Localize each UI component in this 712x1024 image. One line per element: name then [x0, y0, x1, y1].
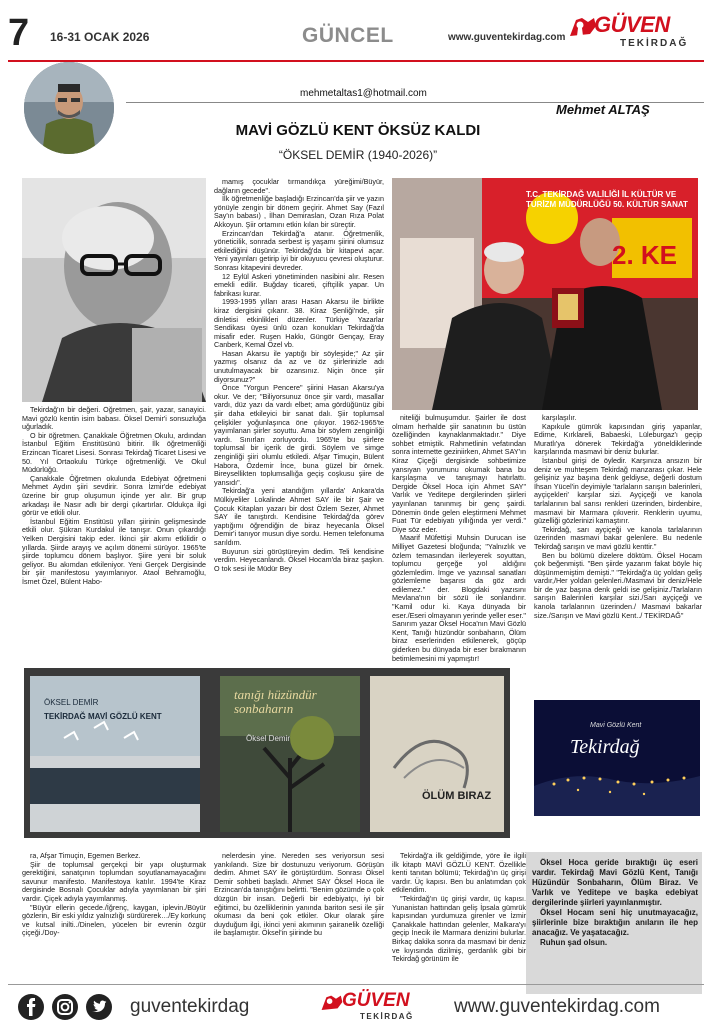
author-photo [24, 62, 114, 154]
paragraph: Öksel Hocam seni hiç unutmayacağız, şiirlerinle bize bıraktığın anıların ile hep anacağız. Ve yaşatacağız. [532, 908, 698, 937]
author-name: Mehmet ALTAŞ [556, 102, 650, 117]
article-headline: MAVİ GÖZLÜ KENT ÖKSÜZ KALDI [235, 122, 481, 139]
paragraph: Erzincan'dan Tekirdağ'a atanır. Öğretmenlik, yöneticilik, sonrada serbest iş yaşamı şiirini olumsuz etkilediğini düşünür. Tekirdağ'da bir kitapevi açar. Yeni yayınları getirip iyi bir okuyucu çevresi oluşturur. Sonrası kitapevini devreder. [214, 228, 384, 272]
paragraph: niteliği bulmuşumdur. Şairler ile dost olmam herhalde şiir sanatının bu üstün özelliğinden kaynaklanmaktadır." Diye sohbet etmiştik. Rahmetlinin vefatından sonra internette geziniirken, Ahmet SAY'ın Kiraz Çiçeği dergisinde sohbetimize yansıyan yorumunu okumak bana bu karşılaşma ve tanışmayı hatırlattı. Dergide Öksel Hoca için Ahmet SAY" Varlık ve Yeditepe dergilerinden şiirleri yayınlanan tanınmış bir genç şairdi. Dönemin önde gelen eleştirmeni Mehmet Fuat Tür edebiyatı yıllığında yer verdi." Diye söz eder. [392, 414, 526, 534]
paragraph: "Tekirdağ'ın üç girişi vardır, üç kapısı. Yunanistan hattından geliş İpsala gümrük kapısından yurdumuza girenler ve İzmir Çanakkale hattından gelenler, Malkara'yı geçip İnecik ile Marmara denizini bulurlar. Birkaç dakika sonra da masmavi bir deniz ve kıyısında dizilmiş, gerdanlık gibi bir Tekirdağ görünüm ile [392, 893, 526, 964]
paragraph: Hasan Akarsu ile yaptığı bir söyleşide;" Az şiir yazmış olsanız da az ve öz şiirlerinizle adı unutulmayacak bir ozansınız. Niçin önce şiir diyorsunuz?" [214, 348, 384, 384]
footer-divider [8, 984, 704, 985]
silhouette-icon [320, 992, 344, 1012]
footer-logo-main: GÜVEN [342, 990, 410, 1011]
paragraph: Ben bu bölümü dizelere döktüm. Öksel Hocam çok beğenmişti. "Ben şiirde yazarım fakat böyle hiç düşünmemiştim demişti." "Tekirdağ'a üç yoldan geliş vardır,/Her yoldan gelenleri./Masmavi bir deniz/Hele bir de yaz başına denk geldi ise gelişiniz./Tarlaların sarışın Balerinleri karşılar sizi./Sarı ayçiçeği ve kanola tarlalarının üzerinden./ Masmavi bakarlar size./Sarışın ve Mavi gözlü Kent../ TEKİRDAĞ" [534, 550, 702, 620]
column-2-bottom [214, 852, 384, 980]
paragraph: ra, Afşar Timuçin, Egemen Berkez. [30, 852, 141, 860]
book1-title: TEKİRDAĞ MAVİ GÖZLÜ KENT [44, 712, 162, 721]
column-1-top [22, 406, 206, 664]
column-4-top [534, 414, 702, 698]
column-3-top [392, 414, 526, 664]
section-title: GÜNCEL [302, 24, 394, 47]
page-header [0, 0, 712, 62]
paragraph: Öksel Hoca geride bıraktığı üç eseri vardır. Tekirdağ Mavi Gözlü Kent, Tanığı Hüzündür Sonbaharın, Ölüm Biraz. Ve Varlık ve Yeditepe ve başka edebiyat dergilerinde şiirleri yayınlanmıştır. [532, 858, 698, 907]
column-3-bottom [392, 852, 526, 980]
header-url[interactable]: www.guventekirdag.com [448, 32, 566, 43]
footer-social-handle[interactable]: guventekirdag [130, 996, 250, 1017]
paragraph: Maarif Müfettişi Muhsin Durucan ise Milliyet Gazetesi bloğunda; "Yalnızlık ve özlem temasından ilerleyerek soyuttan, toplumcu gerçeğe yol aldığını gözlemledim. İmge ve yazınsal sanatları gözlemleme başarısı da göz ardı edilemez." der. Blogdaki yazısını Mevlana'nın bir sözü ile sonlandırır. "Kamil odur ki. Kaya dünyada bir eser./Eseri olmayanın yerinde yeller eser." Sanırım yazar Öksel Hoca'nın Mavi Gözlü Kent, Tanığı hüzündür sonbaharın, Ölüm biraz eserlerinden etkilenerek, göçüp giderken bu dünyada bir eser bırakmanın betimlemesini mi yapmıştır! [392, 533, 526, 663]
paragraph: karşılaşılır. [542, 414, 577, 422]
header-divider [8, 60, 704, 62]
banner-big-text: 2. KE [612, 240, 678, 270]
book1-author: ÖKSEL DEMİR [44, 698, 99, 707]
issue-date: 16-31 OCAK 2026 [50, 30, 150, 44]
footer-logo-sub: TEKİRDAĞ [360, 1012, 414, 1021]
paragraph: "Büyür ellerin gecede./İğrenç, kaygan, iplevin./Büyür gözlerin, Bir eski yıldız yalnızlığı sürdürerek…/Ey korkunç ve kutsal inilti../Dinelen, yücelen bir evrenin özgür çiçeği./Doy- [22, 902, 206, 938]
column-4-bottom [532, 858, 698, 988]
book4-subtitle: Mavi Gözlü Kent [590, 722, 642, 729]
twitter-icon[interactable] [86, 994, 112, 1020]
tekirdag-book-cover [534, 700, 700, 816]
paragraph: Tekirdağ, sarı ayçiçeği ve kanola tarlalarının üzerinden masmavi bakar gelenlere. Bu nedenle Tekirdağ sarışın ve mavi gözlü kenttir." [534, 524, 702, 551]
books-photo [24, 668, 510, 838]
paragraph: Buyurun sizi görüştüreyim dedim. Teli kendisine verdim. Heyecanlandı. Öksel Hocam'da biraz şaşkın. O tok sesi ile Müdür Bey [214, 546, 384, 573]
paragraph: 1993-1995 yılları arası Hasan Akarsu ile birlikte kiraz dergisini çıkarır. 38. Kiraz Şenliği'nde, şiir dinletisi etkinlikleri düzenler. Türkiye Yazarlar Sendikası üyesi ünlü ozan konukları Tekirdağ'da misafir eder. Ruşen Hakkı, Güngör Gençay, Eray Canberk, Kemal Özel vb. [214, 297, 384, 350]
paragraph: Şiir de toplumsal gerçekçi bir yapı oluşturmak gerektiğini, sanatçının toplumdan soyutlanamayacağını savunur manifesto. Manifestoya katılır. 1994'te Kiraz dergisinde Bosnalı Çocuklar adıyla yayımlanan bir şiiri vardır. Çiçek adıyla yayımlanmış. [22, 859, 206, 903]
banner-text: T.C. TEKİRDAĞ VALİLİĞİ İL KÜLTÜR VE TURİZM MÜDÜRLÜĞÜ 50. KÜLTÜR SANAT [526, 190, 688, 209]
logo-main-text: GÜVEN [594, 12, 670, 37]
book4-title: Tekirdağ [570, 736, 640, 758]
paragraph: İstanbul Eğitim Enstitüsü yılları şiirinin gelişmesinde etkili olur. Şükran Kurdakul ile tanışır. Onun çıkardığı Yelken Dergisini takip eder. İkinci şiir akımı etkilidir o yıllarda. Şiirde arayış ve açılım dönemi sürüyor. 1965'te şiirde toplumcu dönem başlıyor. Şiire yeni bir soluk geliyor. Bu akımdan etkileniyor. Yeni Gerçek Dergisinde bir şiir manifestosu yayımlanıyor. Ataol Behramoğlu, İsmet Özel, Bülent Habo- [22, 516, 206, 586]
footer-logo [320, 990, 430, 1024]
paragraph: Ruhun şad olsun. [540, 938, 608, 947]
author-email[interactable]: mehmetaltas1@hotmail.com [300, 88, 427, 99]
logo-sub-text: TEKİRDAĞ [620, 38, 689, 49]
brand-logo [568, 12, 704, 58]
event-photo [392, 178, 698, 410]
facebook-icon[interactable] [18, 994, 44, 1020]
paragraph: Tekirdağ'a ilk geldiğimde, yöre ile ilgili ilk kitaptı MAVİ GÖZLÜ KENT. Özellikle kenti tanıtan bölümü; Tekirdağ'ın üç girişi vardır. Üç kapısı. Ben bu anlatımdan çok etkilendim. [392, 852, 526, 895]
article-subheadline: “ÖKSEL DEMİR (1940-2026)” [278, 148, 438, 162]
paragraph: nelerdesin yine. Nereden ses veriyorsun sesi yankılandı. Size bir dostunuzu veriyorum. Görüşün dedim. Ahmet SAY ile görüştürdüm. Sonrası Öksel Demir sohbeti başladı. Ahmet SAY Öksel Hoca ile Erzincan'da tanıştığını belirtti. "Benim gözümde o çok düzgün bir insan. Değerli bir edebiyatçı, iyi bir eğitimci, bu özelliklerinin yanında bariton sesi ile şiir okuması da beni çok etkiler. Okur olarak şiire duyduğum ilgi, ikinci yeni akımının şairanelik özelliği ile başlamıştır. Öksel'in şiirinde bu [214, 852, 384, 938]
column-2-top [214, 178, 384, 664]
paragraph: Kapıkule gümrük kapısından giriş yapanlar, Edirne, Kırklareli, Babaeski, Lüleburgaz'ı geçip Muratlı'ya dönerek Tekirdağ'a yöneldiklerinde karşılarında masmavi bir deniz bulurlar. [534, 421, 702, 457]
footer-url[interactable]: www.guventekirdag.com [454, 996, 660, 1017]
book2-title: tanığı hüzündür sonbaharın [234, 687, 317, 716]
paragraph: O bir öğretmen. Çanakkale Öğretmen Okulu, ardından İstanbul Eğitim Enstitüsünü bitirir. İlk öğretmenliği Erzincan Ticaret Lisesi. Sonrası Tekirdağ Ticaret Lisesi ve 50. Yıl Ortaokulu Türkçe öğretmenliği. Ve Okul Müdürlüğü. [22, 430, 206, 475]
book3-title: ÖLÜM BIRAZ [422, 790, 492, 802]
paragraph: Çanakkale Öğretmen okulunda Edebiyat öğretmeni Mehmet Aydın şiiri sevdirir. Sonra İzmir'de edebiyat üzerine bir grup oluşumun içinde yer alır. Bir grup arkadaşı ile Nasır adlı bir dergi çıkartırlar. Oldukça ilgi görür ve etkili olur. [22, 473, 206, 518]
book2-author: Öksel Demir [246, 734, 291, 743]
instagram-icon[interactable] [52, 994, 78, 1020]
page-number: 7 [8, 12, 30, 54]
paragraph: mamış çocuklar tırmandıkça yüreğimi/Büyür, dağların gecede". [214, 178, 384, 195]
paragraph: 12 Eylül Askeri yönetiminden nasibini alır. Resen emekli edilir. Buğday ticareti, çiftçilik yapar. Un fabrikası kurar. [214, 271, 384, 298]
paragraph: İlk öğretmenliğe başladığı Erzincan'da şiir ve yazın yönüyle zengin bir dönem geçirir. Ahmet Say (Fazıl Say'ın babası) , İlhan Demiraslan, Ozan Rıza Polat Akkoyun. Şiir ortamını etkin kılan bir süreçtir. [214, 194, 384, 229]
paragraph: Önce "Yorgun Pencere" şiirini Hasan Akarsu'ya okur. Ve der; "Biliyorsunuz önce şiir vardı, masallar vardı, düz yazı da vardı elbet; ama gördüğünüz gibi şiir daha etkileyici bir sanat dalı. Şiir toplumsal çelişkiler yoğunlaşınca öne çıkıyor. 1962-1965'te yayımlanan şiirler soyuttu. Ama bir söylem zenginliği vardı. Sınırları zorluyordu. 1965'te bu şiirlere toplumsal bir içerik de girdi. Söylem ve simge zenginliği şiiri olumlu etkiledi. Afşar Timuçin, Bülent Habora, Özdemir İnce, buna güzel bir örnek. Bireysellikten toplumsallığa geçiş coşkusu şiire de yansıdı". [214, 383, 384, 487]
paragraph: Tekirdağ'ın bir değeri. Öğretmen, şair, yazar, sanayici. Mavi gözlü kentin isim babası. Öksel Demir'i sonsuzluğa uğurladık. [22, 406, 206, 432]
paragraph: Tekirdağ'a yeni atandığım yıllarda' Ankara'da Mülkiyeliler Lokalinde Ahmet SAY ile bir Şair ve Çocuk Kitapları yazarı bir dost Özlem Sezer, Ahmet SAY ile tanıştırdı. Kendisine Tekirdağ'da görev yaptığımı öğrendiğin de biraz heyecanla Öksel Demir'i tanıyor musun diye sordu. Hemen telefonuma sarıldım. [214, 486, 384, 547]
column-1-bottom [22, 852, 206, 980]
portrait-photo [22, 178, 206, 402]
paragraph: İstanbul girişi de öyledir. Karşınıza ansızın bir deniz ve muhteşem Tekirdağ manzarası çıkar. Hele gelişiniz yaz başına denk geldiyse, değerli dostum İhsan Yücel'in deyimiyle 'tarlaların sarışın balerinleri, ayçiçekleri' karşılar sizi. Ayçiçeği ve kanola tarlalarının bal sarısı renkleri üzerinden, birdenbire, masmavi bir Marmara çıkıverir. Renklerin uyumu, güzelliği gözlerinizi kamaştırır. [534, 455, 702, 526]
